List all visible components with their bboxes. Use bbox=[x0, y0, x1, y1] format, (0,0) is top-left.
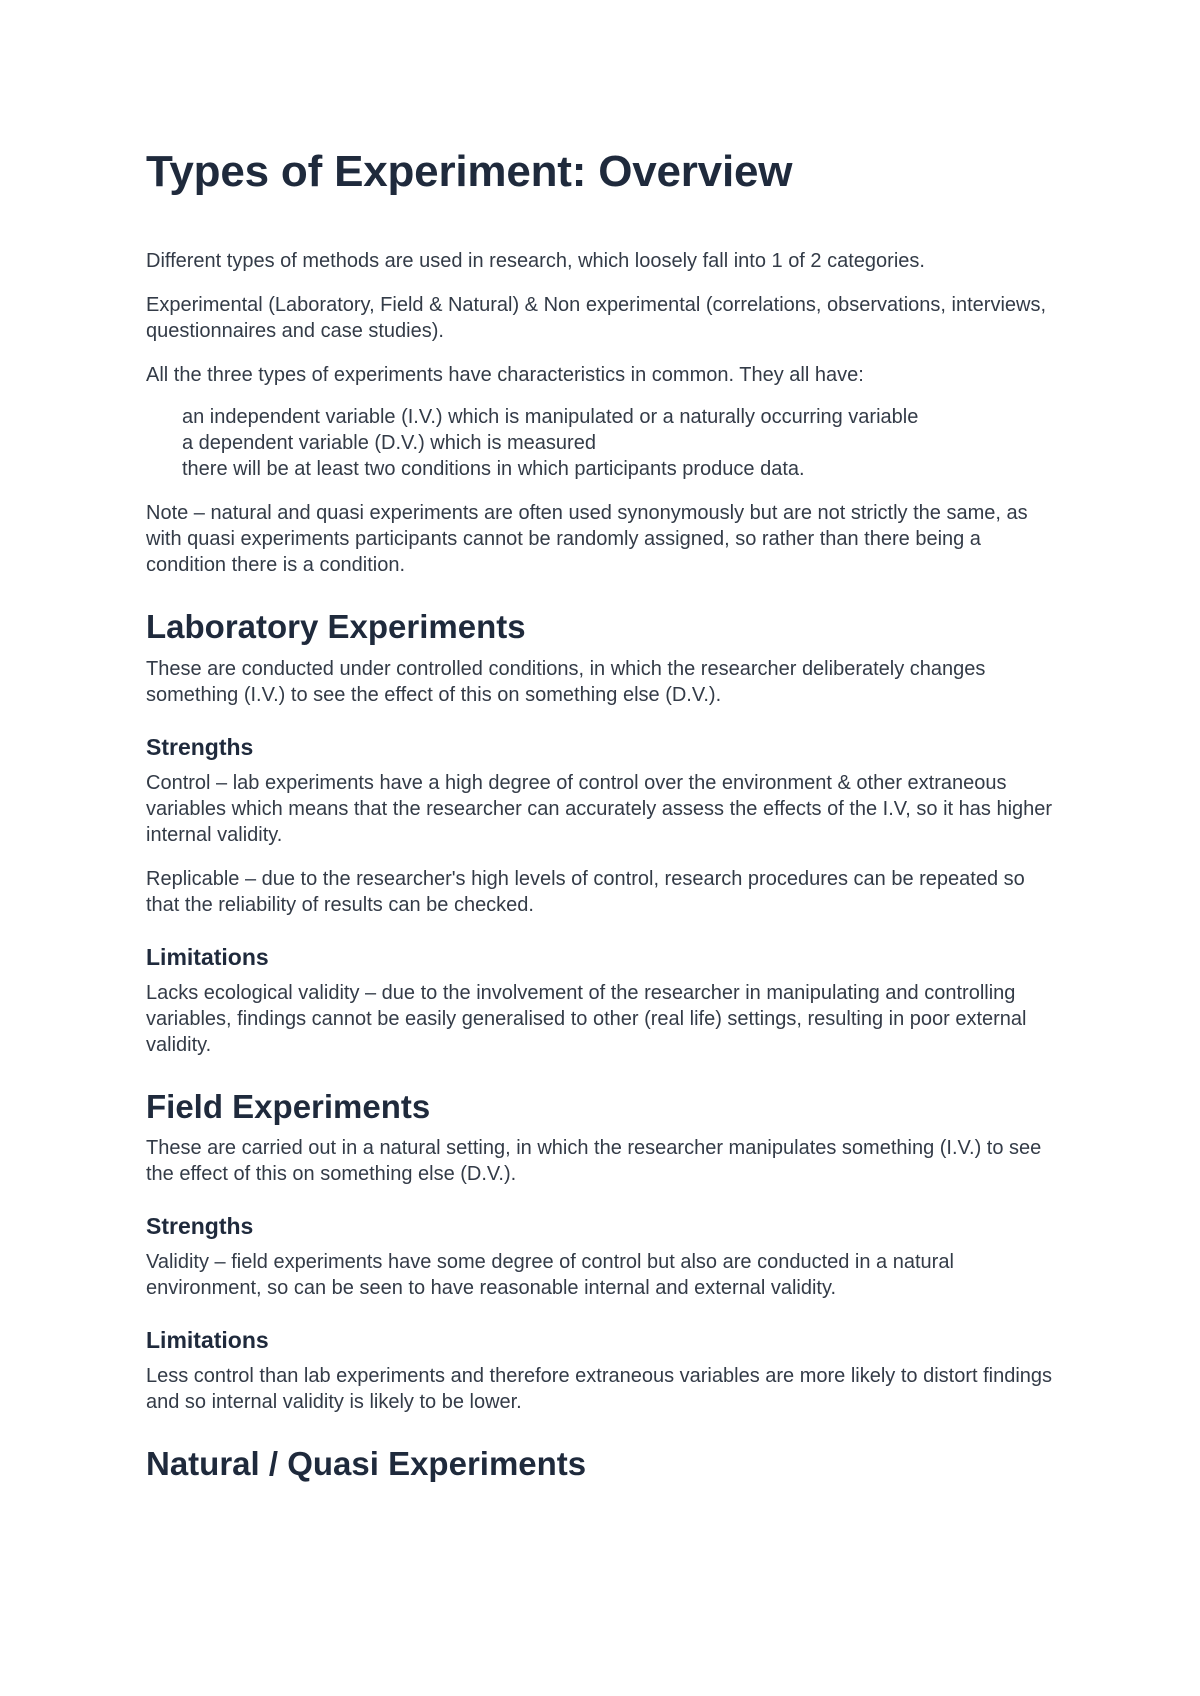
note-paragraph: Note – natural and quasi experiments are often used synonymously but are not strictly the same, as with quasi experiments participants cannot be randomly assigned, so rather than there being a condition there is a condition. bbox=[146, 502, 1028, 577]
list-item: a dependent variable (D.V.) which is measured bbox=[182, 432, 596, 455]
field-limitation-control: Less control than lab experiments and therefore extraneous variables are more likely to distort findings and so internal validity is likely to be lower. bbox=[146, 1364, 1053, 1413]
common-traits-list bbox=[146, 404, 1056, 482]
document-page bbox=[146, 148, 1056, 1493]
lab-limitation-ecological: Lacks ecological validity – due to the involvement of the researcher in manipulating and controlling variables, findings cannot be easily generalised to other (real life) settings, resulting in poor external validity. bbox=[146, 981, 1027, 1056]
lab-limitations-heading: Limitations bbox=[146, 943, 269, 970]
field-strengths-heading: Strengths bbox=[146, 1213, 254, 1240]
list-item: there will be at least two conditions in which participants produce data. bbox=[182, 458, 805, 481]
field-heading: Field Experiments bbox=[146, 1087, 431, 1125]
intro-paragraph-3: All the three types of experiments have characteristics in common. They all have: bbox=[146, 364, 864, 387]
page-title: Types of Experiment: Overview bbox=[146, 147, 793, 196]
intro-paragraph-1: Different types of methods are used in research, which loosely fall into 1 of 2 categories. bbox=[146, 250, 925, 273]
field-strength-validity: Validity – field experiments have some degree of control but also are conducted in a natural environment, so can be seen to have reasonable internal and external validity. bbox=[146, 1251, 954, 1300]
lab-heading: Laboratory Experiments bbox=[146, 608, 526, 646]
field-limitations-heading: Limitations bbox=[146, 1327, 269, 1354]
list-item: an independent variable (I.V.) which is manipulated or a naturally occurring variable bbox=[182, 406, 919, 429]
lab-description: These are conducted under controlled conditions, in which the researcher deliberately changes something (I.V.) to see the effect of this on something else (D.V.). bbox=[146, 658, 986, 707]
natural-heading: Natural / Quasi Experiments bbox=[146, 1444, 587, 1482]
lab-strength-replicable: Replicable – due to the researcher's high levels of control, research procedures can be repeated so that the reliability of results can be checked. bbox=[146, 867, 1025, 916]
lab-strength-control: Control – lab experiments have a high degree of control over the environment & other extraneous variables which means that the researcher can accurately assess the effects of the I.V, so it has higher internal validity. bbox=[146, 771, 1053, 846]
lab-strengths-heading: Strengths bbox=[146, 734, 254, 761]
field-description: These are carried out in a natural setting, in which the researcher manipulates something (I.V.) to see the effect of this on something else (D.V.). bbox=[146, 1137, 1042, 1186]
intro-paragraph-2: Experimental (Laboratory, Field & Natural) & Non experimental (correlations, observations, interviews, questionnaires and case studies). bbox=[146, 294, 1047, 343]
